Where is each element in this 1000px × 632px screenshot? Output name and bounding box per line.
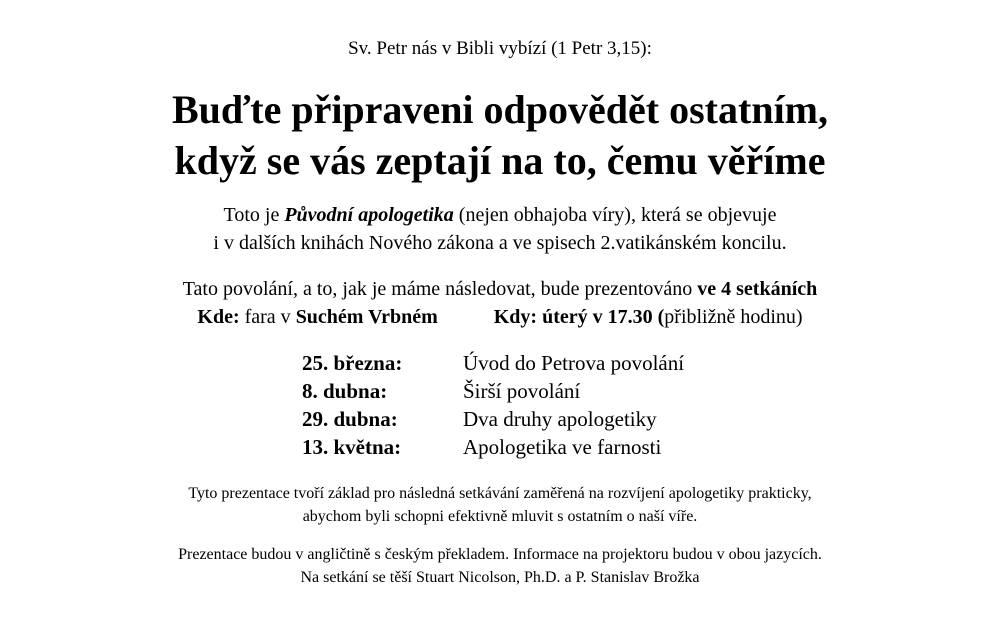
title-line-1: Buďte připraveni odpovědět ostatním, [171,87,828,132]
when-label: Kdy: úterý v 17.30 ( [493,306,665,328]
schedule-topic: Úvod do Petrova povolání [463,351,685,375]
note-line-3: Prezentace budou v angličtině s českým překladem. Informace na projektoru budou v obou jazycích. [178,546,822,563]
schedule-date: 25. března: [302,351,403,375]
description-prefix: Toto je [223,204,285,226]
info-line-1-bold: ve 4 setkáních [697,278,818,300]
info-line-1-text: Tato povolání, a to, jak je máme následovat, bude prezentováno [182,278,698,300]
when-text: přibližně hodinu) [664,306,803,328]
info-line-1 [0,278,1000,301]
where-label: Kde: [197,306,240,328]
schedule-date: 13. května: [302,435,402,459]
schedule-date: 8. dubna: [302,379,388,403]
where-place: Suchém Vrbném [295,306,438,328]
description-suffix: (nejen obhajoba víry), která se objevuje [453,204,777,226]
where-text: fara v [239,306,296,328]
schedule-topic: Dva druhy apologetiky [463,407,657,431]
title-line-2: když se vás zeptají na to, čemu věříme [174,138,826,183]
schedule-topic: Širší povolání [463,379,581,403]
schedule-date: 29. dubna: [302,407,398,431]
note-line-4: Na setkání se těší Stuart Nicolson, Ph.D. a P. Stanislav Brožka [300,569,700,586]
description-line-1 [0,204,1000,227]
note-line-2: abychom byli schopni efektivně mluvit s ostatním o naší víře. [302,508,698,525]
schedule-topic: Apologetika ve farnosti [463,435,662,459]
intro-text: Sv. Petr nás v Bibli vybízí (1 Petr 3,15): [348,38,652,59]
description-line-2: i v dalších knihách Nového zákona a ve spisech 2.vatikánském koncilu. [213,232,787,254]
info-line-2 [0,306,1000,329]
description-emphasis: Původní apologetika [284,204,454,226]
note-line-1: Tyto prezentace tvoří základ pro následná setkávání zaměřená na rozvíjení apologetiky prakticky, [188,485,812,502]
